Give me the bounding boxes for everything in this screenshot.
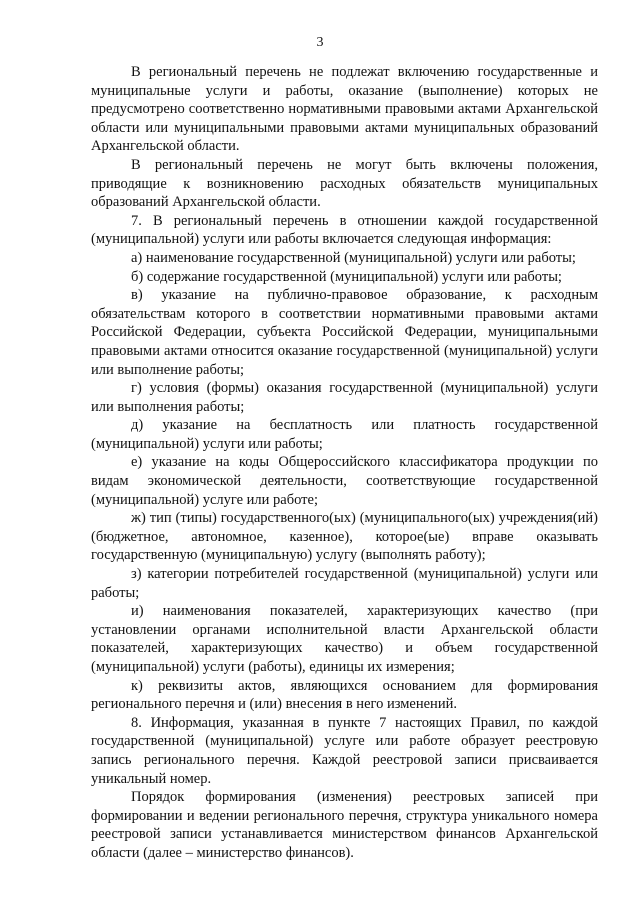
- document-body: [91, 63, 598, 863]
- list-item-v: в) указание на публично-правовое образование, к расходным обязательствам которого в соответствии нормативными правовыми актами Российской Федерации, субъекта Российской Федерации, муниципальными правовыми актами относится оказание государственной (муниципальной) услуги или выполнение работы;: [91, 287, 598, 378]
- list-item-i: и) наименования показателей, характеризующих качество (при установлении органами исполнительной власти Архангельской области показателей, характеризующих качество) и объем государственной (муниципальной) услуги (работы), единицы их измерения;: [91, 603, 598, 675]
- list-item-zh: ж) тип (типы) государственного(ых) (муниципального(ых) учреждения(ий) (бюджетное, автономное, казенное), которое(ые) вправе оказывать государственную (муниципальную) услугу (выполнять работу);: [91, 510, 598, 564]
- paragraph-exclusion-obligations: В региональный перечень не могут быть включены положения, приводящие к возникновению расходных обязательств муниципальных образований Архангельской области.: [91, 156, 598, 211]
- paragraph-exclusion-services: В региональный перечень не подлежат включению государственные и муниципальные услуги и работы, оказание (выполнение) которых не предусмотрено соответственно нормативными правовыми актами Архангельской области или муниципальными правовыми актами муниципальных образований Архангельской области.: [91, 64, 598, 155]
- list-item-k: к) реквизиты актов, являющихся основанием для формирования регионального перечня и (или) внесения в него изменений.: [91, 677, 598, 713]
- list-item-z: з) категории потребителей государственной (муниципальной) услуги или работы;: [91, 566, 598, 601]
- list-item-d: д) указание на бесплатность или платность государственной (муниципальной) услуги или работы;: [91, 417, 598, 452]
- list-item-a: а) наименование государственной (муниципальной) услуги или работы;: [131, 249, 576, 266]
- paragraph-registry-procedure: Порядок формирования (изменения) реестровых записей при формировании и ведении регионального перечня, структура уникального номера реестровой записи устанавливается министерством финансов Архангельской области (далее – министерство финансов).: [91, 789, 598, 861]
- paragraph-item-8: 8. Информация, указанная в пункте 7 настоящих Правил, по каждой государственной (муниципальной) услуге или работе образует реестровую запись регионального перечня. Каждой реестровой записи присваивается уникальный номер.: [91, 714, 598, 787]
- list-item-b: б) содержание государственной (муниципальной) услуги или работы;: [131, 268, 562, 285]
- list-item-g: г) условия (формы) оказания государственной (муниципальной) услуги или выполнения работы;: [91, 380, 598, 415]
- list-item-e: е) указание на коды Общероссийского классификатора продукции по видам экономической деятельности, соответствующие государственной (муниципальной) услуге или работе;: [91, 454, 598, 508]
- paragraph-item-7: 7. В региональный перечень в отношении каждой государственной (муниципальной) услуги или работы включается следующая информация:: [91, 212, 598, 248]
- page-number: 3: [316, 35, 324, 50]
